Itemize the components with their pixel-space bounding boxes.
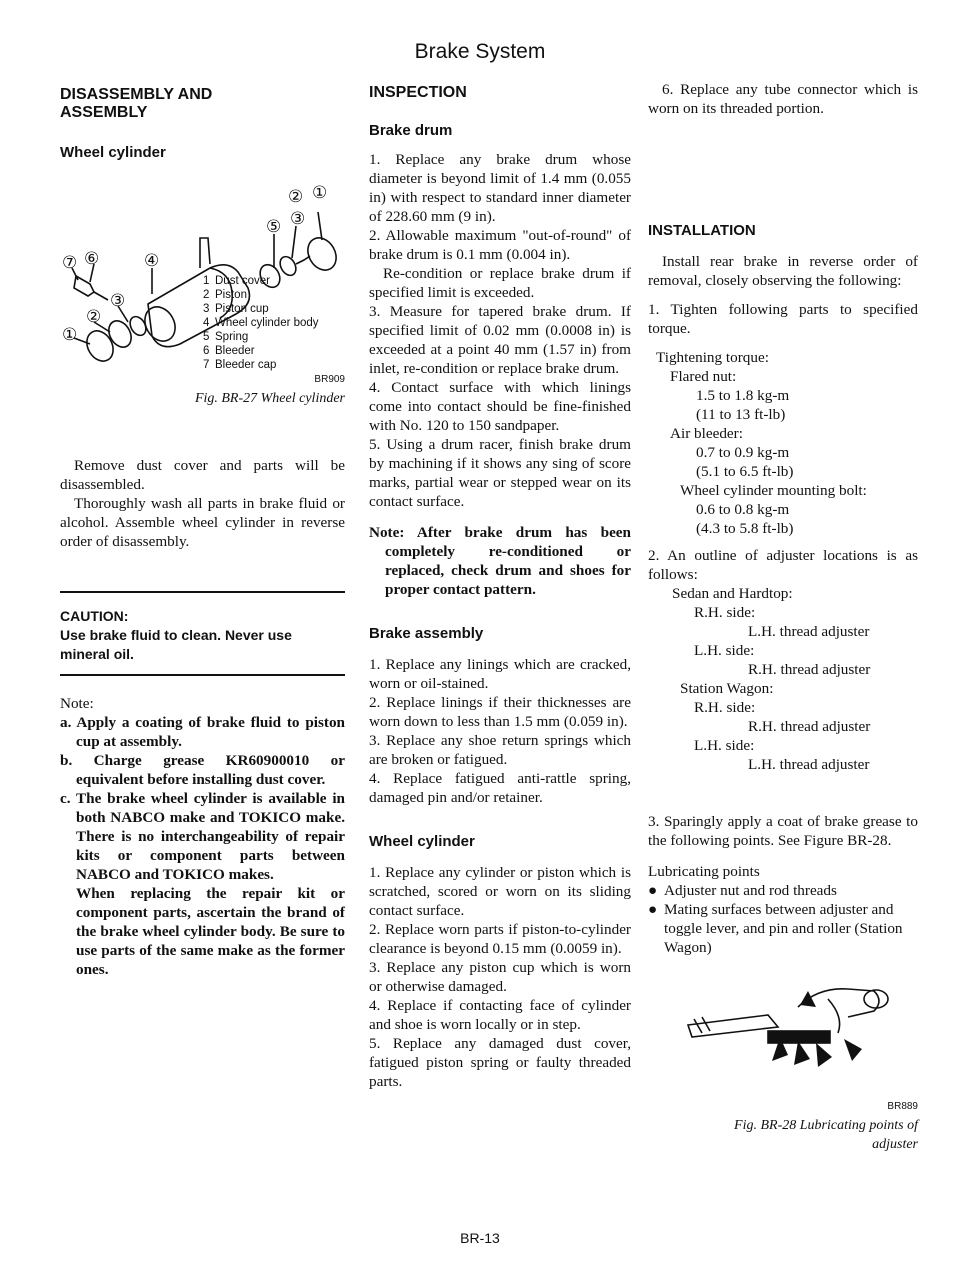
callout-3-left: ③ [110,291,126,311]
side-label: R.H. side: [694,604,756,621]
callout-5: ⑤ [266,217,282,237]
list-item: Re-condition or replace brake drum if specified limit is exceeded. [369,265,631,301]
adjuster-value: R.H. thread adjuster [748,661,871,678]
list-item: 3. Measure for tapered brake drum. If specified limit of 0.02 mm (0.0008 in) is exceeded at a point 40 mm (1.57 in) from inlet, re-condition or replace brake drum. [369,303,631,377]
list-item: 4. Replace fatigued anti-rattle spring, damaged pin and/or retainer. [369,770,631,806]
list-item: 2. Replace linings if their thicknesses are worn down to less than 1.5 mm (0.059 in). [369,694,631,730]
page-number: BR-13 [460,1230,500,1246]
column-installation [648,80,918,1154]
torque-value: 0.6 to 0.8 kg-m [696,501,790,518]
list-item: 3. Replace any shoe return springs which are broken or fatigued. [369,732,631,768]
callout-7: ⑦ [62,253,78,273]
torque-value: 1.5 to 1.8 kg-m [696,387,790,404]
subtitle-wheel-cylinder: Wheel cylinder [60,144,166,161]
figure-code: BR889 [887,1101,918,1112]
callout-2-right: ② [288,187,304,207]
subtitle-brake-drum: Brake drum [369,122,453,139]
figure-caption: adjuster [872,1137,918,1152]
list-item: 1. Replace any brake drum whose diameter is beyond limit of 1.4 mm (0.055 in) with respect to standard inner diameter of 228.60 mm (9 in). [369,151,631,225]
list-item: 2. An outline of adjuster locations is as follows: [648,547,918,583]
list-item: 2. Replace worn parts if piston-to-cylinder clearance is beyond 0.15 mm (0.0059 in). [369,921,631,957]
note-item: When replacing the repair kit or component parts, ascertain the brand of the brake wheel cylinder body. Be sure to use parts of the same make as the former ones. [76,885,345,978]
torque-value: (4.3 to 5.8 ft-lb) [696,520,794,537]
legend-item: 2 Piston [203,289,247,301]
adjuster-value: L.H. thread adjuster [748,756,870,773]
adjuster-lubricating-drawing [648,977,918,1077]
paragraph: Thoroughly wash all parts in brake fluid or alcohol. Assemble wheel cylinder in reverse order of disassembly. [60,495,345,550]
list-item: 6. Replace any tube connector which is worn on its threaded portion. [648,81,918,117]
side-label: L.H. side: [694,737,755,754]
subtitle-wheel-cylinder: Wheel cylinder [369,833,475,850]
torque-item-label: Flared nut: [670,368,737,385]
callout-2-left: ② [86,307,102,327]
column-inspection [369,84,631,1091]
bullet-icon: ● [648,882,658,899]
torque-item-label: Air bleeder: [670,425,743,442]
legend-item: 3 Piston cup [203,303,269,315]
note-item: c. The brake wheel cylinder is available in both NABCO make and TOKICO make. There is no interchangeability of repair kits or component parts between NABCO and TOKICO makes. [60,790,345,883]
note-item: b. Charge grease KR60900010 or equivalent before installing dust cover. [60,752,345,788]
list-item: 1. Replace any linings which are cracked, worn or oil-stained. [369,656,631,692]
adjuster-value: R.H. thread adjuster [748,718,871,735]
paragraph: Install rear brake in reverse order of removal, closely observing the following: [648,253,918,289]
list-item: 3. Replace any piston cup which is worn or otherwise damaged. [369,959,631,995]
legend-item: 6 Bleeder [203,345,255,357]
torque-value: (11 to 13 ft-lb) [696,406,786,423]
figure-wheel-cylinder [60,176,345,371]
caution-text: Use brake fluid to clean. Never use mineral oil. [60,627,292,662]
torque-value: (5.1 to 6.5 ft-lb) [696,463,794,480]
list-item: 3. Sparingly apply a coat of brake grease to the following points. See Figure BR-28. [648,813,918,849]
figure-code: BR909 [314,374,345,385]
callout-4: ④ [144,251,160,271]
callout-1-left: ① [62,325,78,345]
side-label: L.H. side: [694,642,755,659]
lubricating-label: Lubricating points [648,863,760,880]
torque-value: 0.7 to 0.9 kg-m [696,444,790,461]
section-title-inspection: INSPECTION [369,84,467,101]
note-label: Note: [60,695,94,712]
bullet-icon: ● [648,901,658,918]
torque-item-label: Wheel cylinder mounting bolt: [680,482,867,499]
torque-label: Tightening torque: [656,349,769,366]
paragraph: Remove dust cover and parts will be disassembled. [60,457,345,493]
subtitle-brake-assembly: Brake assembly [369,625,484,642]
figure-legend [203,274,353,372]
list-item: 2. Allowable maximum "out-of-round" of brake drum is 0.1 mm (0.004 in). [369,227,631,263]
bullet-item: ● Mating surfaces between adjuster and toggle lever, and pin and roller (Station Wagon) [648,901,903,956]
section-title-installation: INSTALLATION [648,222,756,239]
caution-title: CAUTION: [60,608,129,624]
list-item: 1. Replace any cylinder or piston which is scratched, scored or worn on its sliding contact surface. [369,864,631,919]
list-item: 4. Replace if contacting face of cylinder and shoe is worn locally or in step. [369,997,631,1033]
list-item: 5. Using a drum racer, finish brake drum by machining if it shows any sing of score marks, partial wear or stepped wear on its contact surface. [369,436,631,510]
legend-item: 1 Dust cover [203,275,270,287]
page-header: Brake System [414,40,546,63]
bullet-item: ● Adjuster nut and rod threads [648,882,837,899]
vehicle-label: Sedan and Hardtop: [672,585,793,602]
column-disassembly [60,86,345,979]
legend-item: 5 Spring [203,331,249,343]
note-item: a. Apply a coating of brake fluid to piston cup at assembly. [60,714,345,750]
list-item: 1. Tighten following parts to specified torque. [648,301,918,337]
legend-item: 4 Wheel cylinder body [203,317,319,329]
list-item: 4. Contact surface with which linings come into contact should be fine-finished with No. 120 to 150 sandpaper. [369,379,631,434]
callout-1-right: ① [312,183,328,203]
figure-caption: Fig. BR-27 Wheel cylinder [194,391,345,406]
note: Note: After brake drum has been completely re-conditioned or replaced, check drum and shoes for proper contact pattern. [369,524,631,598]
legend-item: 7 Bleeder cap [203,359,277,371]
section-title-disassembly: DISASSEMBLY AND ASSEMBLY [60,86,213,121]
list-item: 5. Replace any damaged dust cover, fatigued piston spring or faulty threaded parts. [369,1035,631,1090]
adjuster-value: L.H. thread adjuster [748,623,870,640]
callout-3-right: ③ [290,209,306,229]
callout-6: ⑥ [84,249,100,269]
side-label: R.H. side: [694,699,756,716]
vehicle-label: Station Wagon: [680,680,774,697]
figure-caption: Fig. BR-28 Lubricating points of [734,1118,918,1133]
